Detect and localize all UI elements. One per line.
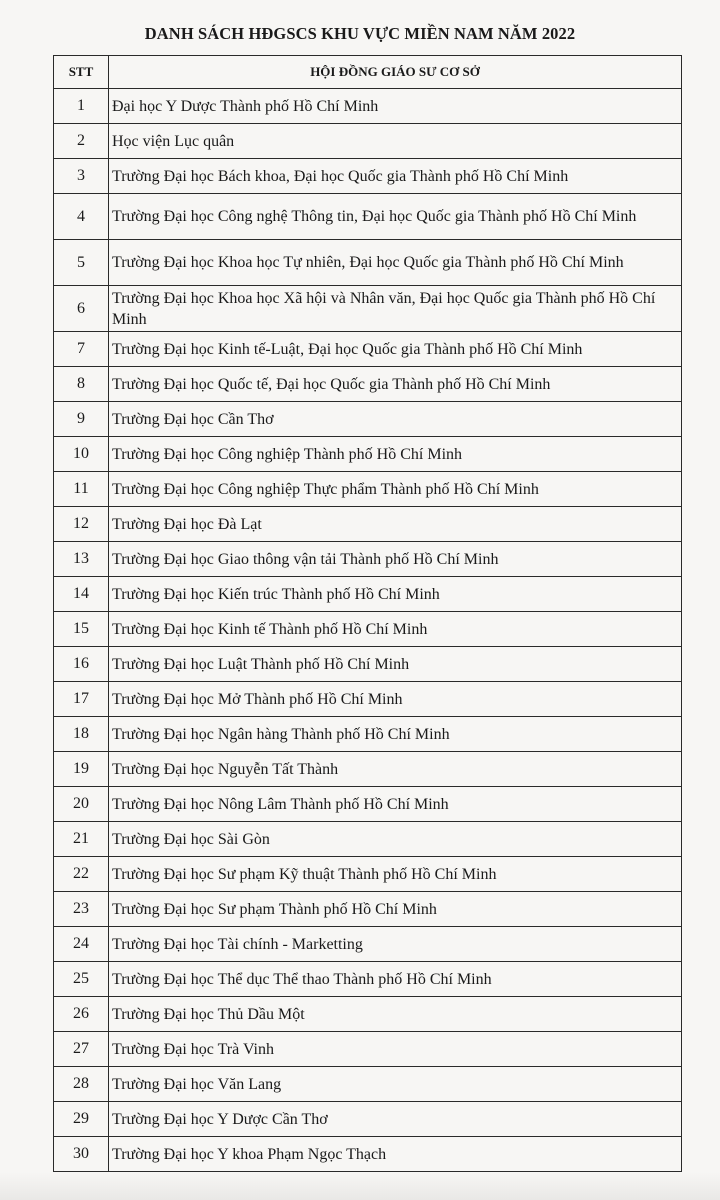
row-number: 7: [54, 332, 109, 367]
table-row: [54, 997, 682, 1032]
council-name: Trường Đại học Luật Thành phố Hồ Chí Minh: [109, 647, 682, 682]
council-name: Trường Đại học Khoa học Tự nhiên, Đại học Quốc gia Thành phố Hồ Chí Minh: [109, 240, 682, 286]
table-row: [54, 194, 682, 240]
table-row: [54, 1102, 682, 1137]
row-number: 23: [54, 892, 109, 927]
council-name: Trường Đại học Ngân hàng Thành phố Hồ Chí Minh: [109, 717, 682, 752]
council-name: Trường Đại học Kinh tế-Luật, Đại học Quốc gia Thành phố Hồ Chí Minh: [109, 332, 682, 367]
council-name: Trường Đại học Công nghiệp Thành phố Hồ Chí Minh: [109, 437, 682, 472]
row-number: 24: [54, 927, 109, 962]
table-row: [54, 717, 682, 752]
council-name: Trường Đại học Thủ Dầu Một: [109, 997, 682, 1032]
table-row: [54, 787, 682, 822]
table-row: [54, 822, 682, 857]
row-number: 18: [54, 717, 109, 752]
table-row: [54, 472, 682, 507]
table-row: [54, 89, 682, 124]
table-row: [54, 159, 682, 194]
council-table: [53, 55, 682, 1172]
table-row: [54, 752, 682, 787]
table-row: [54, 367, 682, 402]
council-name: Đại học Y Dược Thành phố Hồ Chí Minh: [109, 89, 682, 124]
table-row: [54, 962, 682, 997]
row-number: 25: [54, 962, 109, 997]
row-number: 14: [54, 577, 109, 612]
table-row: [54, 1067, 682, 1102]
council-name: Trường Đại học Tài chính - Marketting: [109, 927, 682, 962]
table-row: [54, 437, 682, 472]
table-row: [54, 286, 682, 332]
council-name: Trường Đại học Cần Thơ: [109, 402, 682, 437]
council-name: Trường Đại học Kinh tế Thành phố Hồ Chí Minh: [109, 612, 682, 647]
row-number: 16: [54, 647, 109, 682]
row-number: 28: [54, 1067, 109, 1102]
row-number: 11: [54, 472, 109, 507]
row-number: 19: [54, 752, 109, 787]
header-stt: STT: [54, 56, 109, 89]
row-number: 8: [54, 367, 109, 402]
table-row: [54, 507, 682, 542]
council-name: Trường Đại học Y khoa Phạm Ngọc Thạch: [109, 1137, 682, 1172]
council-name: Trường Đại học Thể dục Thể thao Thành phố Hồ Chí Minh: [109, 962, 682, 997]
row-number: 20: [54, 787, 109, 822]
row-number: 4: [54, 194, 109, 240]
council-name: Trường Đại học Công nghệ Thông tin, Đại học Quốc gia Thành phố Hồ Chí Minh: [109, 194, 682, 240]
table-row: [54, 240, 682, 286]
table-row: [54, 124, 682, 159]
row-number: 29: [54, 1102, 109, 1137]
council-name: Trường Đại học Mở Thành phố Hồ Chí Minh: [109, 682, 682, 717]
row-number: 10: [54, 437, 109, 472]
table-row: [54, 332, 682, 367]
council-name: Trường Đại học Sư phạm Thành phố Hồ Chí Minh: [109, 892, 682, 927]
table-row: [54, 927, 682, 962]
table-row: [54, 857, 682, 892]
council-name: Trường Đại học Quốc tế, Đại học Quốc gia Thành phố Hồ Chí Minh: [109, 367, 682, 402]
row-number: 6: [54, 286, 109, 332]
row-number: 12: [54, 507, 109, 542]
council-name: Trường Đại học Văn Lang: [109, 1067, 682, 1102]
row-number: 9: [54, 402, 109, 437]
row-number: 5: [54, 240, 109, 286]
council-name: Trường Đại học Bách khoa, Đại học Quốc gia Thành phố Hồ Chí Minh: [109, 159, 682, 194]
row-number: 27: [54, 1032, 109, 1067]
council-name: Trường Đại học Sài Gòn: [109, 822, 682, 857]
council-name: Trường Đại học Đà Lạt: [109, 507, 682, 542]
table-row: [54, 1032, 682, 1067]
council-name: Trường Đại học Nông Lâm Thành phố Hồ Chí Minh: [109, 787, 682, 822]
row-number: 13: [54, 542, 109, 577]
table-row: [54, 542, 682, 577]
table-header-row: [54, 56, 682, 89]
council-name: Trường Đại học Sư phạm Kỹ thuật Thành phố Hồ Chí Minh: [109, 857, 682, 892]
row-number: 2: [54, 124, 109, 159]
header-council-name: HỘI ĐỒNG GIÁO SƯ CƠ SỞ: [109, 56, 682, 89]
row-number: 1: [54, 89, 109, 124]
council-name: Trường Đại học Giao thông vận tải Thành phố Hồ Chí Minh: [109, 542, 682, 577]
row-number: 15: [54, 612, 109, 647]
table-row: [54, 612, 682, 647]
table-row: [54, 892, 682, 927]
council-name: Trường Đại học Trà Vinh: [109, 1032, 682, 1067]
council-name: Trường Đại học Công nghiệp Thực phẩm Thành phố Hồ Chí Minh: [109, 472, 682, 507]
table-row: [54, 577, 682, 612]
council-name: Trường Đại học Y Dược Cần Thơ: [109, 1102, 682, 1137]
row-number: 22: [54, 857, 109, 892]
table-row: [54, 1137, 682, 1172]
page-bottom-edge: [0, 1172, 720, 1200]
row-number: 3: [54, 159, 109, 194]
council-name: Trường Đại học Kiến trúc Thành phố Hồ Chí Minh: [109, 577, 682, 612]
table-row: [54, 402, 682, 437]
council-name: Trường Đại học Khoa học Xã hội và Nhân văn, Đại học Quốc gia Thành phố Hồ Chí Minh: [109, 286, 682, 332]
row-number: 26: [54, 997, 109, 1032]
council-name: Trường Đại học Nguyễn Tất Thành: [109, 752, 682, 787]
row-number: 21: [54, 822, 109, 857]
council-name: Học viện Lục quân: [109, 124, 682, 159]
row-number: 30: [54, 1137, 109, 1172]
document-title: DANH SÁCH HĐGSCS KHU VỰC MIỀN NAM NĂM 2022: [144, 24, 576, 43]
row-number: 17: [54, 682, 109, 717]
table-row: [54, 682, 682, 717]
table-row: [54, 647, 682, 682]
